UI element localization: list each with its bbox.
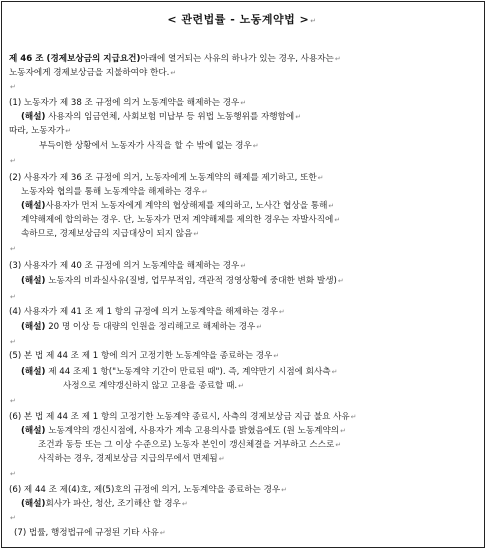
note-label: (해설)	[21, 201, 46, 211]
blank-line: ↵	[10, 245, 16, 253]
case-1-note-2: 따라, 노동자가↵	[9, 126, 72, 136]
case-2-note-1: (해설)사용자가 먼저 노동자에게 계약의 협상해제를 제의하고, 노사간 협상을 통해↵	[21, 201, 335, 211]
case-1-note-1: (해설) 사용자의 임금연체, 사회보험 미납부 등 위법 노동행위를 자행함에↵	[21, 112, 302, 122]
blank-line: ↵	[10, 293, 16, 301]
article-46-line-2: 노동자에게 경제보상금을 지불하여야 한다.↵	[9, 68, 177, 78]
blank-line: ↵	[10, 83, 16, 91]
case-2-note-3: 속하므로, 경제보상금의 지급대상이 되지 않음↵	[21, 229, 200, 239]
case-2-note-2: 계약해제에 합의하는 경우. 단, 노동자가 먼저 계약해제를 제의한 경우는 자발사직에↵	[21, 215, 341, 225]
blank-line: ↵	[10, 157, 16, 165]
case-5-line-1: (5) 본 법 제 44 조 제 1 항에 의거 고정기한 노동계약을 종료하는 경우↵	[9, 351, 280, 361]
note-label: (해설)	[21, 426, 46, 436]
case-2-line-2: 노동자와 협의를 통해 노동계약을 해제하는 경우↵	[21, 187, 208, 197]
blank-line: ↵	[10, 338, 16, 346]
case-7-line-1: (6) 제 44 조 제(4)호, 제(5)호의 규정에 의거, 노동계약을 종료하는 경우↵	[9, 485, 288, 495]
note-label: (해설)	[21, 499, 46, 509]
note-label: (해설)	[21, 367, 46, 377]
blank-line: ↵	[10, 514, 16, 522]
case-6-note-1: (해설) 노동계약의 갱신시점에, 사용자가 계속 고용의사를 밝혔음에도 (원 노동계약의↵	[21, 426, 346, 436]
note-label: (해설)	[21, 112, 46, 122]
blank-line: ↵	[10, 470, 16, 478]
case-4-note-1: (해설) 20 명 이상 등 대량의 인원을 정리해고로 해제하는 경우↵	[21, 322, 263, 332]
case-7-note-1: (해설)회사가 파산, 청산, 조기해산 할 경우↵	[21, 499, 188, 509]
document-title: < 관련법률 - 노동계약법 >↵	[167, 13, 317, 26]
case-6-note-3: 사직하는 경우, 경제보상금 지급의무에서 면제됨↵	[38, 454, 225, 464]
case-3-note-1: (해설) 노동자의 비과실사유(질병, 업무부적임, 객관적 경영상황에 중대한 변화 발생)↵	[21, 276, 344, 286]
note-label: (해설)	[21, 276, 46, 286]
note-label: (해설)	[21, 322, 46, 332]
article-46-label: 제 46 조 (경제보상금의 지급요건)	[9, 54, 141, 64]
case-6-line-1: (6) 본 법 제 44 조 제 1 항의 고정기한 노동계약 종료시, 사측의 경제보상금 지급 불요 사유↵	[9, 412, 357, 422]
blank-line: ↵	[10, 397, 16, 405]
case-6-note-2: 조건과 동등 또는 그 이상 수준으로) 노동자 본인이 갱신체결을 거부하고 스스로↵	[38, 440, 342, 450]
case-1-line-1: (1) 노동자가 제 38 조 규정에 의거 노동계약을 해제하는 경우↵	[9, 98, 247, 108]
case-2-line-1: (2) 사용자가 제 36 조 규정에 의거, 노동자에게 노동계약의 해제를 제기하고, 또한↵	[9, 173, 324, 183]
article-46-line-1: 제 46 조 (경제보상금의 지급요건)아래에 열거되는 사유의 하나가 있는 경우, 사용자는↵	[9, 54, 341, 64]
case-1-note-3: 부득이한 상황에서 노동자가 사직을 할 수 밖에 없는 경우↵	[39, 141, 259, 151]
case-8-line-1: (7) 법률, 행정법규에 규정된 기타 사유↵	[14, 528, 166, 538]
case-5-note-2: 사정으로 계약갱신하지 않고 고용을 종료할 때.↵	[63, 381, 244, 391]
case-5-note-1: (해설) 제 44 조제 1 항("노동계약 기간이 만료된 때"). 즉, 계약만기 시점에 회사측↵	[21, 367, 338, 377]
case-3-line-1: (3) 사용자가 제 40 조 규정에 의거 노동계약을 해제하는 경우↵	[9, 261, 247, 271]
case-4-line-1: (4) 사용자가 제 41 조 제 1 항의 규정에 의거 노동계약을 해제하는 경우↵	[9, 307, 285, 317]
